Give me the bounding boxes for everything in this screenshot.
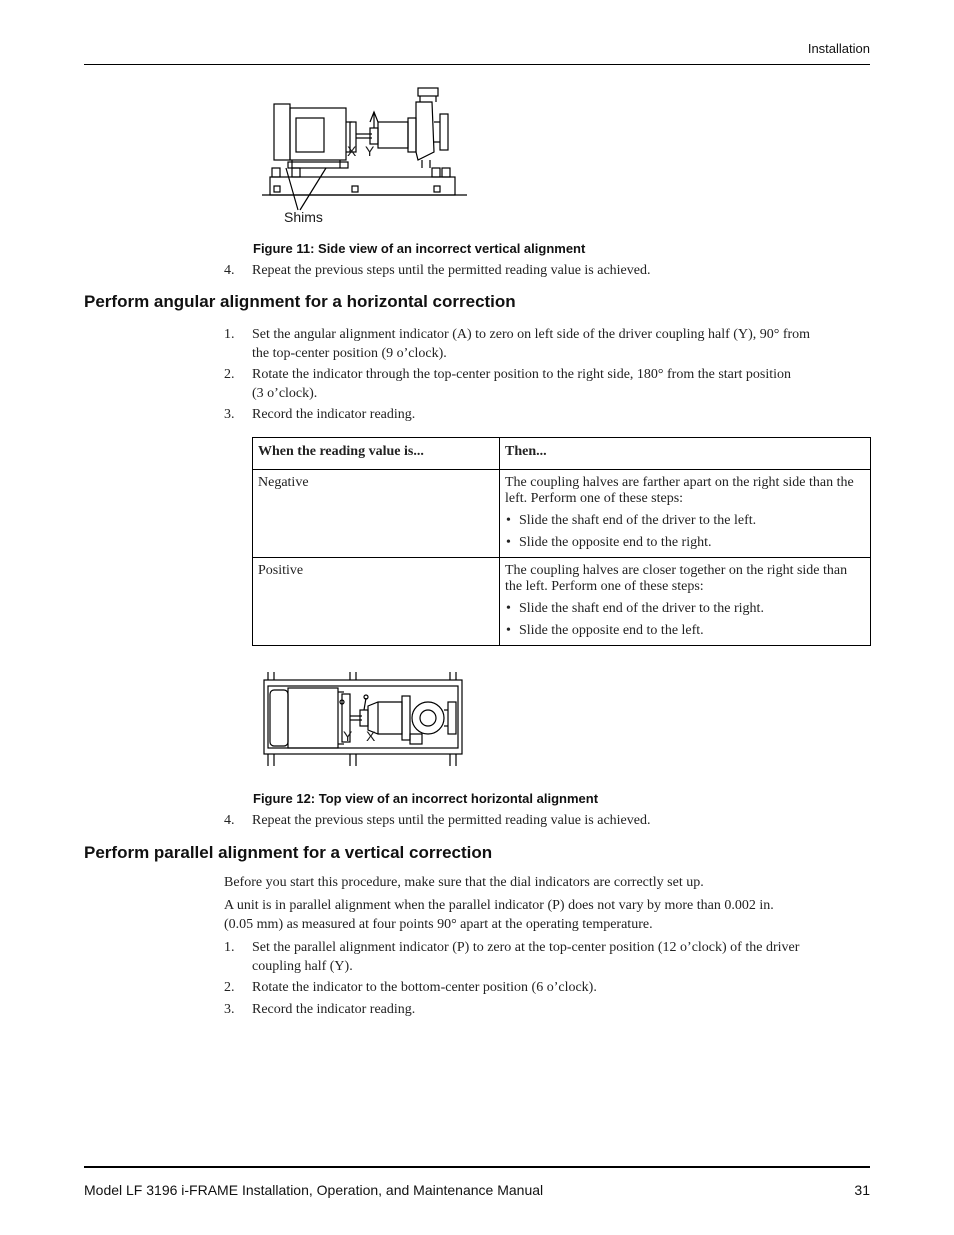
list-number: 1. [224,327,235,342]
list-text [252,938,862,976]
table-cell [500,558,871,646]
bullet-list [505,513,865,551]
list-text-line: the top-center position (9 o’clock). [252,346,447,361]
list-text [252,365,862,403]
footer-title: Model LF 3196 i-FRAME Installation, Operation, and Maintenance Manual [84,1182,544,1198]
paragraph-line: A unit is in parallel alignment when the parallel indicator (P) does not vary by more than 0.002 in. [224,898,774,913]
figure-11-label-x: X [347,143,357,159]
table-cell-text: The coupling halves are farther apart on the right side than the left. Perform one of these steps: [505,475,854,506]
footer-rule [84,1166,870,1168]
list-text-line: Rotate the indicator through the top-center position to the right side, 180° from the start position [252,367,792,382]
paragraph-line: (0.05 mm) as measured at four points 90° apart at the operating temperature. [224,917,653,932]
figure-11-label-shims: Shims [284,209,323,225]
list-text-line: Set the angular alignment indicator (A) to zero on left side of the driver coupling half (Y), 90° from [252,327,811,342]
list-text: Rotate the indicator to the bottom-center position (6 o’clock). [252,980,597,995]
figure-12-label-x: X [366,728,376,744]
list-number: 4. [224,813,235,828]
bullet-list [505,601,865,639]
figure-12-caption: Figure 12: Top view of an incorrect horizontal alignment [253,791,599,806]
paragraph [224,896,864,934]
bullet-item: • Slide the shaft end of the driver to the left. [505,513,865,529]
section-heading-angular: Perform angular alignment for a horizontal correction [84,292,516,311]
list-text: Record the indicator reading. [252,407,416,422]
list-number: 2. [224,980,235,995]
section-heading-parallel: Perform parallel alignment for a vertical correction [84,843,493,862]
bullet-item: • Slide the opposite end to the left. [505,623,865,639]
header-rule [84,64,870,65]
list-number: 4. [224,263,235,278]
table-cell: Negative [253,470,500,558]
table-cell-text: The coupling halves are closer together on the right side than the left. Perform one of these steps: [505,563,848,594]
table-cell: Positive [253,558,500,646]
list-text: Repeat the previous steps until the permitted reading value is achieved. [252,813,651,828]
table-header-row [253,438,871,470]
bullet-item: • Slide the opposite end to the right. [505,535,865,551]
figure-12-label-y: Y [343,728,353,744]
list-number: 3. [224,1002,235,1017]
page-number: 31 [854,1182,870,1198]
list-text [252,325,862,363]
list-number: 3. [224,407,235,422]
table-row [253,558,871,646]
bullet-item: • Slide the shaft end of the driver to the right. [505,601,865,617]
list-text-line: Set the parallel alignment indicator (P) to zero at the top-center position (12 o’clock) of the driver [252,940,800,955]
list-number: 2. [224,367,235,382]
running-header: Installation [807,41,870,56]
list-text-line: coupling half (Y). [252,959,353,974]
list-text-line: (3 o’clock). [252,386,318,401]
list-text: Repeat the previous steps until the permitted reading value is achieved. [252,263,651,278]
paragraph: Before you start this procedure, make sure that the dial indicators are correctly set up. [224,875,704,890]
reading-table [252,437,871,646]
table-header-cell: When the reading value is... [253,438,500,470]
table-cell [500,470,871,558]
list-number: 1. [224,940,235,955]
table-row [253,470,871,558]
list-text: Record the indicator reading. [252,1002,416,1017]
figure-11-caption: Figure 11: Side view of an incorrect vertical alignment [253,241,586,256]
figure-11-label-y: Y [365,143,375,159]
figure-12-illustration [262,672,466,770]
table-header-cell: Then... [500,438,871,470]
